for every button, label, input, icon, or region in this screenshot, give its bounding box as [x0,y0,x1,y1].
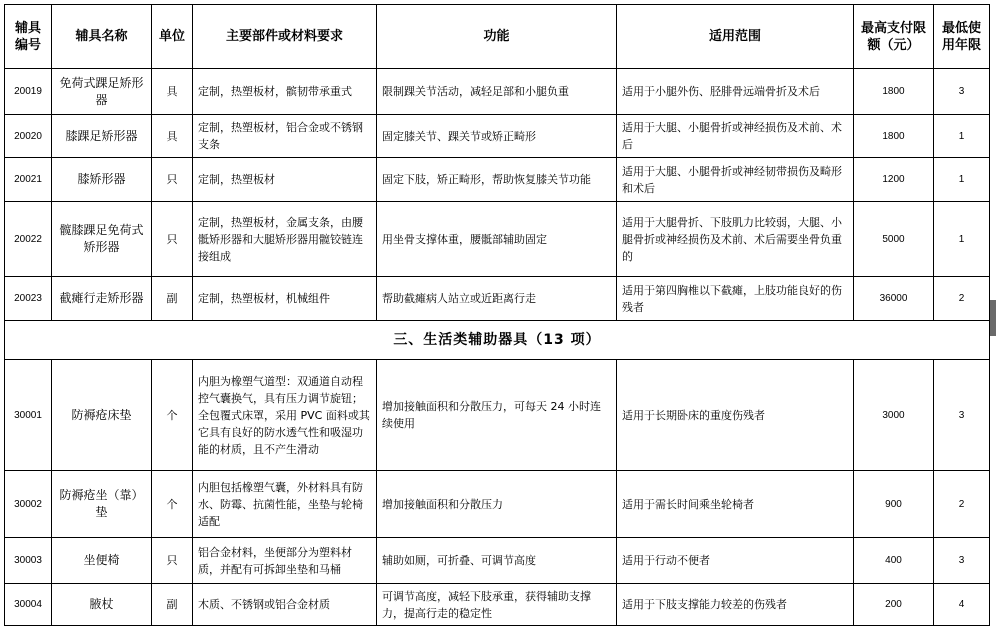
cell-name: 膝矫形器 [52,158,152,202]
cell-code: 20021 [5,158,52,202]
cell-code: 20023 [5,277,52,321]
section-title: 三、生活类辅助器具（13 项） [5,321,990,360]
table-row [5,277,990,321]
cell-scope: 适用于长期卧床的重度伤残者 [617,360,854,471]
cell-materials: 定制，热塑板材，金属支条，由腰骶矫形器和大腿矫形器用髋铰链连接组成 [193,202,377,277]
cell-name: 截瘫行走矫形器 [52,277,152,321]
cell-unit: 个 [152,471,193,538]
cell-min-years: 2 [934,471,990,538]
cell-scope: 适用于小腿外伤、胫腓骨远端骨折及术后 [617,69,854,115]
cell-scope: 适用于需长时间乘坐轮椅者 [617,471,854,538]
cell-code: 30003 [5,538,52,584]
cell-unit: 只 [152,538,193,584]
cell-name: 免荷式踝足矫形器 [52,69,152,115]
cell-name: 腋杖 [52,584,152,626]
cell-min-years: 4 [934,584,990,626]
cell-unit: 只 [152,202,193,277]
cell-materials: 内胆包括橡塑气囊，外材料具有防水、防霉、抗菌性能，坐垫与轮椅适配 [193,471,377,538]
cell-min-years: 3 [934,538,990,584]
cell-function: 可调节高度，减轻下肢承重，获得辅助支撑力，提高行走的稳定性 [377,584,617,626]
cell-min-years: 1 [934,158,990,202]
cell-materials: 定制，热塑板材 [193,158,377,202]
cell-max-pay: 900 [854,471,934,538]
cell-unit: 只 [152,158,193,202]
cell-function: 增加接触面积和分散压力 [377,471,617,538]
cell-code: 30004 [5,584,52,626]
cell-max-pay: 5000 [854,202,934,277]
cell-unit: 个 [152,360,193,471]
cell-max-pay: 400 [854,538,934,584]
cell-name: 坐便椅 [52,538,152,584]
cell-scope: 适用于行动不便者 [617,538,854,584]
cell-unit: 具 [152,115,193,158]
table-row [5,471,990,538]
cell-function: 固定膝关节、踝关节或矫正畸形 [377,115,617,158]
cell-name: 防褥疮床垫 [52,360,152,471]
table-header-row [5,5,990,69]
table-row [5,538,990,584]
cell-function: 增加接触面积和分散压力，可每天 24 小时连续使用 [377,360,617,471]
cell-unit: 具 [152,69,193,115]
cell-min-years: 3 [934,360,990,471]
table-row [5,115,990,158]
table-row [5,69,990,115]
cell-scope: 适用于大腿骨折、下肢肌力比较弱，大腿、小腿骨折或神经损伤及术前、术后需要坐骨负重的 [617,202,854,277]
header-code: 辅具编号 [5,5,52,69]
cell-min-years: 2 [934,277,990,321]
table-row [5,202,990,277]
cell-code: 30001 [5,360,52,471]
cell-scope: 适用于大腿、小腿骨折或神经损伤及术前、术后 [617,115,854,158]
cell-materials: 定制，热塑板材，铝合金或不锈钢支条 [193,115,377,158]
cell-code: 30002 [5,471,52,538]
cell-unit: 副 [152,584,193,626]
header-max-pay: 最高支付限额（元） [854,5,934,69]
scrollbar-edge-marker[interactable] [990,300,996,336]
cell-materials: 内胆为橡塑气道型：双通道自动程控气囊换气，具有压力调节旋钮；全包覆式床罩，采用 PVC 面料或其它具有良好的防水透气性和吸湿功能的材质，且不产生滑动 [193,360,377,471]
cell-code: 20019 [5,69,52,115]
cell-function: 固定下肢，矫正畸形，帮助恢复膝关节功能 [377,158,617,202]
cell-function: 用坐骨支撑体重，腰骶部辅助固定 [377,202,617,277]
cell-max-pay: 36000 [854,277,934,321]
table-row [5,584,990,626]
section-row [5,321,990,360]
header-name: 辅具名称 [52,5,152,69]
cell-max-pay: 200 [854,584,934,626]
cell-name: 髋膝踝足免荷式矫形器 [52,202,152,277]
cell-scope: 适用于大腿、小腿骨折或神经韧带损伤及畸形和术后 [617,158,854,202]
cell-max-pay: 1200 [854,158,934,202]
table-row [5,158,990,202]
cell-scope: 适用于下肢支撑能力较差的伤残者 [617,584,854,626]
cell-min-years: 1 [934,115,990,158]
cell-max-pay: 1800 [854,69,934,115]
assistive-devices-table [4,4,990,626]
cell-scope: 适用于第四胸椎以下截瘫，上肢功能良好的伤残者 [617,277,854,321]
cell-max-pay: 1800 [854,115,934,158]
cell-materials: 定制，热塑板材，机械组件 [193,277,377,321]
cell-code: 20020 [5,115,52,158]
cell-materials: 木质、不锈钢或铝合金材质 [193,584,377,626]
cell-function: 限制踝关节活动，减轻足部和小腿负重 [377,69,617,115]
header-function: 功能 [377,5,617,69]
cell-function: 帮助截瘫病人站立或近距离行走 [377,277,617,321]
header-unit: 单位 [152,5,193,69]
header-scope: 适用范围 [617,5,854,69]
table-row [5,360,990,471]
cell-name: 膝踝足矫形器 [52,115,152,158]
cell-function: 辅助如厕，可折叠、可调节高度 [377,538,617,584]
cell-min-years: 1 [934,202,990,277]
cell-name: 防褥疮坐（靠）垫 [52,471,152,538]
cell-code: 20022 [5,202,52,277]
header-materials: 主要部件或材料要求 [193,5,377,69]
header-min-years: 最低使用年限 [934,5,990,69]
cell-min-years: 3 [934,69,990,115]
cell-unit: 副 [152,277,193,321]
cell-materials: 定制，热塑板材，髌韧带承重式 [193,69,377,115]
cell-materials: 铝合金材料，坐便部分为塑料材质，并配有可拆卸坐垫和马桶 [193,538,377,584]
cell-max-pay: 3000 [854,360,934,471]
